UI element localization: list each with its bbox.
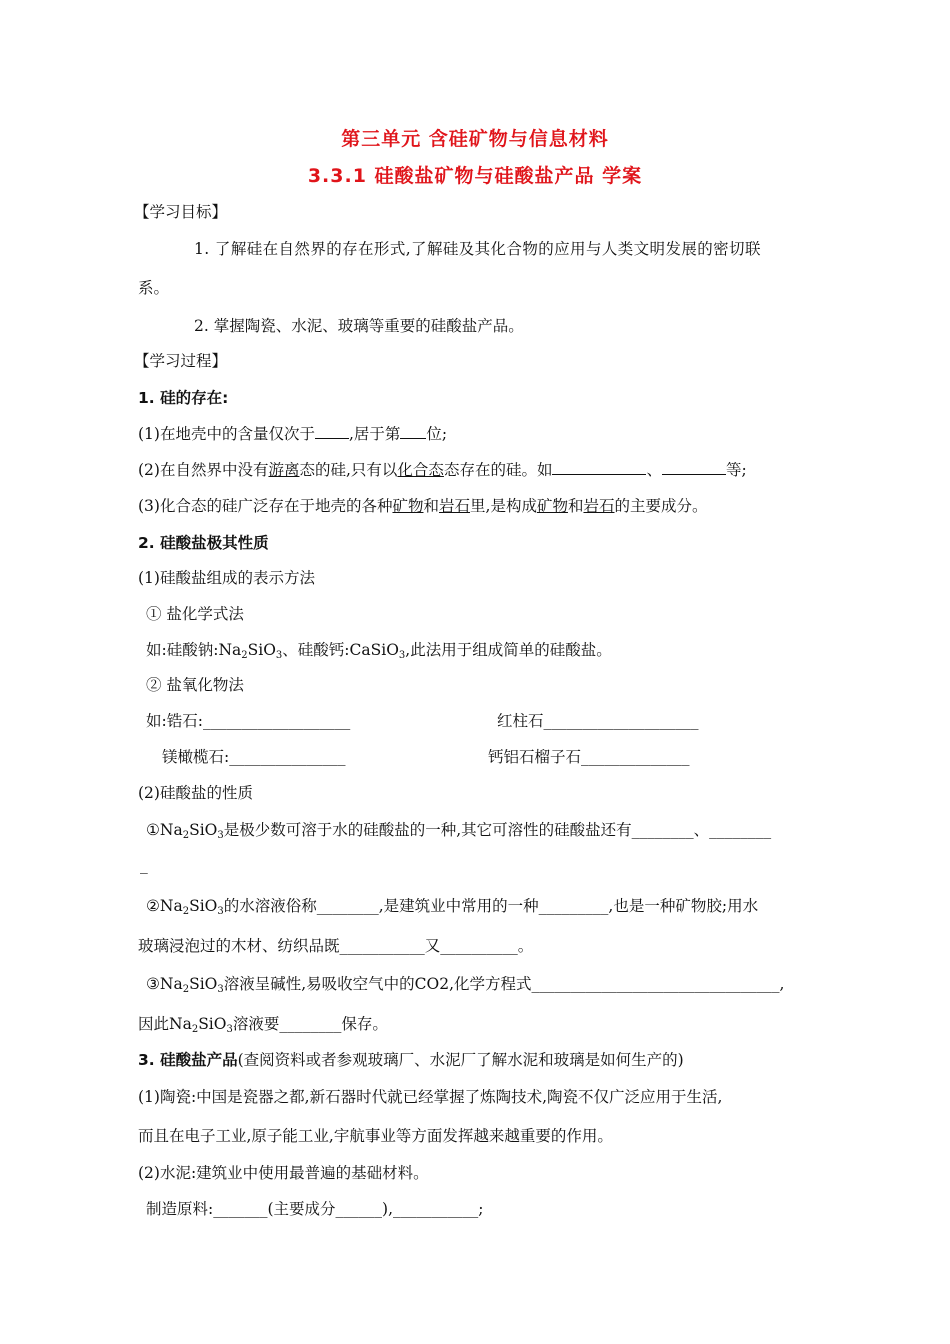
process-header: 【学习过程】 [134, 352, 228, 370]
subscript: 3 [275, 650, 283, 661]
text[interactable]: 溶液要________保存。 [232, 1015, 388, 1033]
property-3-cont [138, 1012, 388, 1034]
text: 的主要成分。 [614, 497, 708, 515]
section-2-item-2: (2)硅酸盐的性质 [138, 784, 253, 802]
subscript: 3 [217, 906, 224, 917]
term-mineral: 矿物 [536, 497, 568, 515]
section-1-item-2 [138, 458, 747, 480]
answer-blank[interactable] [662, 460, 726, 475]
section-2-item-1: (1)硅酸盐组成的表示方法 [138, 569, 315, 587]
text[interactable]: 的水溶液俗称________,是建筑业中常用的一种_________,也是一种矿物胶;用水 [223, 897, 759, 915]
cement-line: (2)水泥:建筑业中使用最普遍的基础材料。 [138, 1164, 429, 1182]
property-2 [146, 894, 758, 916]
subscript: 3 [217, 830, 224, 841]
text: ,居于第 [348, 425, 401, 443]
answer-blank[interactable] [552, 460, 646, 475]
mineral-zircon[interactable]: 如:锆石:___________________ [146, 712, 351, 730]
mineral-forsterite[interactable]: 镁橄榄石:_______________ [162, 748, 346, 766]
term-rock: 岩石 [439, 497, 471, 515]
text: 等; [725, 461, 747, 479]
method-2: ② 盐氧化物法 [146, 676, 244, 694]
goal-1-line-2: 系。 [138, 279, 170, 297]
text: SiO [198, 1015, 227, 1033]
ceramics-line-2: 而且在电子工业,原子能工业,宇航事业等方面发挥越来越重要的作用。 [138, 1127, 613, 1145]
text: 位; [426, 425, 448, 443]
text: (3)化合态的硅广泛存在于地壳的各种 [138, 497, 393, 515]
text: ,此法用于组成简单的硅酸盐。 [405, 641, 612, 659]
method-1-example [146, 638, 612, 660]
text: 、硅酸钙:CaSiO [282, 641, 399, 659]
subscript: 3 [217, 984, 224, 995]
goals-header: 【学习目标】 [134, 203, 228, 221]
subscript: 2 [241, 650, 248, 661]
text: 里,是构成 [470, 497, 537, 515]
property-1-tail[interactable]: _ [140, 856, 148, 874]
document-subtitle: 3.3.1 硅酸盐矿物与硅酸盐产品 学案 [307, 165, 643, 187]
subscript: 2 [182, 830, 190, 841]
section-3-heading: 3. 硅酸盐产品 [138, 1051, 238, 1069]
section-2-title: 2. 硅酸盐极其性质 [138, 534, 269, 552]
text: SiO [189, 821, 218, 839]
text: SiO [189, 975, 218, 993]
term-combined: 化合态 [397, 461, 444, 479]
text: ①Na [146, 821, 183, 839]
text[interactable]: 是极少数可溶于水的硅酸盐的一种,其它可溶性的硅酸盐还有________、________ [223, 821, 772, 839]
subscript: 2 [191, 1024, 199, 1035]
subscript: 3 [226, 1024, 233, 1035]
answer-blank[interactable] [315, 424, 349, 439]
text: (2)在自然界中没有 [138, 461, 269, 479]
subscript: 2 [182, 906, 190, 917]
document-title: 第三单元 含硅矿物与信息材料 [341, 128, 609, 150]
text: ③Na [146, 975, 183, 993]
text: 、 [646, 461, 662, 479]
text[interactable]: 溶液呈碱性,易吸收空气中的CO2,化学方程式________________________________, [223, 975, 785, 993]
text: 和 [567, 497, 584, 515]
subscript: 3 [398, 650, 406, 661]
mineral-grossular[interactable]: 钙铝石榴子石______________ [488, 748, 690, 766]
text: 态的硅,只有以 [299, 461, 398, 479]
section-1-item-3 [138, 494, 708, 516]
text: 态存在的硅。如 [443, 461, 553, 479]
term-rock: 岩石 [583, 497, 615, 515]
text: ②Na [146, 897, 183, 915]
text: (1)在地壳中的含量仅次于 [138, 425, 315, 443]
section-1-title: 1. 硅的存在: [138, 389, 229, 407]
goal-2: 2. 掌握陶瓷、水泥、玻璃等重要的硅酸盐产品。 [194, 317, 524, 335]
answer-blank[interactable] [400, 424, 426, 439]
term-free: 游离 [268, 461, 300, 479]
mineral-andalusite[interactable]: 红柱石____________________ [497, 712, 699, 730]
section-1-item-1 [138, 422, 447, 444]
property-3 [146, 972, 784, 994]
text: 和 [423, 497, 439, 515]
section-3-note: (查阅资料或者参观玻璃厂、水泥厂了解水泥和玻璃是如何生产的) [237, 1051, 684, 1069]
text: SiO [247, 641, 276, 659]
term-mineral: 矿物 [392, 497, 424, 515]
property-1 [146, 818, 771, 840]
ceramics-line-1: (1)陶瓷:中国是瓷器之都,新石器时代就已经掌握了炼陶技术,陶瓷不仅广泛应用于生活, [138, 1088, 723, 1106]
property-2-cont[interactable]: 玻璃浸泡过的木材、纺织品既___________又__________。 [138, 937, 534, 955]
text: 如:硅酸钠:Na [146, 641, 242, 659]
goal-1-line-1: 1. 了解硅在自然界的存在形式,了解硅及其化合物的应用与人类文明发展的密切联 [194, 240, 761, 258]
section-3-title [138, 1048, 684, 1070]
text: 因此Na [138, 1015, 192, 1033]
cement-materials[interactable]: 制造原料:_______(主要成分______),___________; [146, 1200, 484, 1218]
subscript: 2 [182, 984, 190, 995]
text: SiO [189, 897, 218, 915]
method-1: ① 盐化学式法 [146, 605, 244, 623]
